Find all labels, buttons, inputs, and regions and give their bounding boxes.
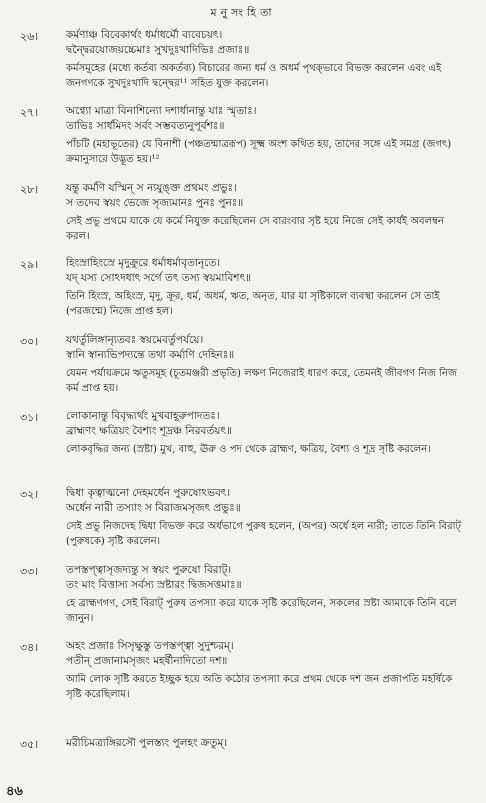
verse-content (66, 736, 468, 751)
verse-content (66, 409, 468, 457)
sanskrit-line: অর্ধেন নারী তস্যাং স বিরাজমসৃজৎ প্রভুঃ॥ (66, 502, 241, 514)
sanskrit-line: তাভিঃ সার্ধমিদং সর্বং সম্ভবত্যনুপূর্বশঃ॥ (66, 120, 225, 132)
verse-content (66, 256, 468, 319)
verse-content (66, 486, 468, 549)
sanskrit-line: যন্তু কর্মণি যস্মিন্ স ন্যযুঙ্ক্ত প্রথমং প্রভুঃ। (66, 182, 237, 194)
verse-content (66, 639, 468, 702)
sanskrit-line: তং মাং বিত্তাস্য সর্বস্য স্রষ্টারং দ্বিজসত্তমাঃ॥ (66, 579, 242, 591)
sanskrit-line: ব্রাহ্মণং ক্ষত্রিয়ং বৈশ্যং শূদ্রঞ্চ নিরবর্তয়ৎ॥ (66, 425, 232, 437)
bengali-translation: পাঁচটি (মহাভূতের) যে বিনাশী (পঞ্চতন্মাত্ররূপ) সূক্ষ্ম অংশ কথিত হয়, তাদের সঙ্গে এই সমগ্র (জগৎ) ক্রমানুসারে উদ্ভূত হয়।¹² (66, 139, 452, 165)
bengali-translation: যেমন পর্যায়ক্রমে ঋতুসমূহ (চূতমঞ্জরী প্রভৃতি) লক্ষণ নিজেরাই ধারণ করে, তেমনই জীবগণ নিজ নিজ কর্ম প্রাপ্ত হয়। (66, 368, 457, 394)
sanskrit-line: হিংস্রাহিংস্রে মৃদুক্রুরে ধর্মাধর্মাবৃতানৃতে। (66, 257, 221, 269)
verse-number: ২৭। (20, 106, 39, 119)
sanskrit-line: মরীচিমত্র্যঙ্গিরসৌ পুলস্ত্যং পুলহং ক্রতুম্। (66, 737, 228, 749)
verse-number: ৩২। (20, 488, 39, 501)
verse-number: ৩৫। (20, 738, 39, 751)
verse-number: ২৯। (20, 258, 39, 271)
sanskrit-line: যদ্ যস্য সোঽদধাৎ সর্গে তৎ তস্য স্বয়মাবিশৎ॥ (66, 272, 252, 284)
sanskrit-line: দ্বন্দ্বৈরযোজয়চ্চেমাঃ সুখদুঃখাদিভিঃ প্রজাঃ॥ (66, 44, 250, 56)
sanskrit-line: পতীন্ প্রজানামসৃজং মহর্ষীনাদিতো দশ॥ (66, 655, 228, 667)
bengali-translation: সেই প্রভু নিজদেহ দ্বিধা বিভক্ত করে অর্ধভাগে পুরুষ হলেন, (অপর) অর্ধে হল নারী; তাতে তিনি বিরাট্ (পুরুষকে) সৃষ্টি করলেন। (66, 521, 461, 547)
sanskrit-line: অণ্ব্যো মাত্রা বিনাশিন্যো দশার্ধানান্তু যাঃ স্মৃতাঃ। (66, 105, 257, 117)
verse-content (66, 28, 468, 91)
bengali-translation: তিনি হিংস্র, অহিংস্র, মৃদু, ক্রূর, ধর্ম, অধর্ম, ঋত, অনৃত, যার যা সৃষ্টিকালে ব্যবস্থা করলেন সে তাই (পরজন্মে) নিজে প্রাপ্ত হল। (66, 291, 440, 317)
verse-content (66, 333, 468, 396)
page-number: ৪৬ (6, 784, 23, 799)
sanskrit-line: তপস্তপ্ত্বাসৃজদ্যন্তু স স্বয়ং পুরুষো বিরাট্। (66, 564, 232, 576)
verse-number: ৩৩। (20, 565, 39, 578)
verse-content (66, 563, 468, 626)
sanskrit-line: দ্বিধা কৃত্বাত্মনো দেহমর্ধেন পুরুষোঽভবৎ। (66, 487, 231, 499)
sanskrit-line: যথর্তুলিঙ্গান্যৃতবঃ স্বয়মেবর্তুপর্যয়ে। (66, 334, 204, 346)
sanskrit-line: স্বানি স্বান্যভিপদ্যন্তে তথা কর্মাণি দেহিনঃ॥ (66, 349, 235, 361)
verse-number: ৩০। (20, 335, 39, 348)
bengali-translation: আমি লোক সৃষ্টি করতে ইচ্ছুক হয়ে অতি কঠোর তপস্যা করে প্রথম থেকে দশ জন প্রজাপতি মহর্ষিকে সৃষ্টি করেছিলাম। (66, 674, 453, 700)
page-header: মনুসংহিতা (210, 6, 276, 19)
bengali-translation: কর্মসমূহের (মধ্যে কর্তব্য অকর্তব্য) বিচারের জন্য ধর্ম ও অধর্ম পৃথক্ভাবে বিভক্ত করলেন এবং এই জনগণকে সুখদুঃখাদি দ্বন্দ্বের¹¹ সহিত যুক্ত করলেন। (66, 63, 442, 89)
verse-content (66, 181, 468, 244)
verse-number: ৩৪। (20, 641, 39, 654)
verse-number: ২৮। (20, 183, 39, 196)
bengali-translation: সেই প্রভু প্রথমে যাকে যে কর্মে নিযুক্ত করেছিলেন সে বারংবার সৃষ্ট হয়ে নিজে সেই কার্যই অবলম্বন করল। (66, 216, 444, 242)
verse-number: ৩১। (20, 411, 39, 424)
verse-number: ২৬। (20, 30, 39, 43)
verse-content (66, 104, 468, 167)
sanskrit-line: স তদেব স্বয়ং ভেজে সৃজ্যমানঃ পুনঃ পুনঃ॥ (66, 197, 244, 209)
sanskrit-line: অহং প্রজাঃ সিসৃক্ষুস্তু তপস্তপ্ত্বা সুদুশ্চরম্। (66, 640, 234, 652)
sanskrit-line: কর্মণাঞ্চ বিবেকার্থং ধর্মাধর্মৌ ব্যবেচয়ৎ। (66, 29, 223, 41)
bengali-translation: লোকবৃদ্ধির জন্য (স্রষ্টা) মুখ, বাহু, ঊরু ও পদ থেকে ব্রাহ্মণ, ক্ষত্রিয়, বৈশ্য ও শূদ্র সৃষ্টি করলেন। (66, 444, 431, 455)
bengali-translation: হে ব্রাহ্মণগণ, সেই বিরাট্ পুরুষ তপস্যা করে যাকে সৃষ্টি করেছিলেন, সকলের স্রষ্টা আমাকে তিনি বলে জানুন। (66, 598, 457, 624)
sanskrit-line: লোকানান্তু বিবৃদ্ধ্যর্থং মুখবাহূরুপাদতঃ। (66, 410, 220, 422)
